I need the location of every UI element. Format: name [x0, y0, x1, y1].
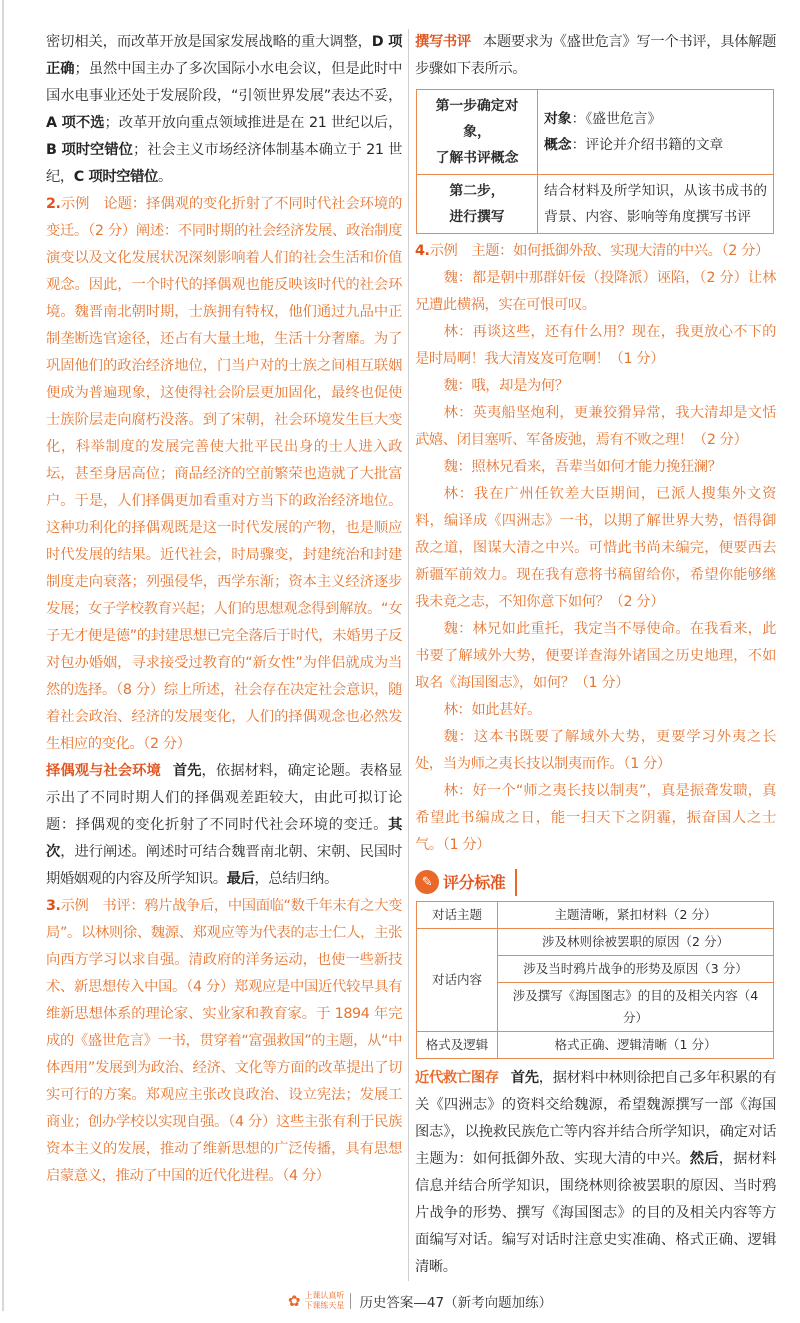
text: ，进行阐述。阐述时可结合魏晋南北朝、宋朝、民国时期婚姻观的内容及所学知识。 [46, 844, 402, 887]
divider [350, 1293, 351, 1309]
table-row [417, 929, 774, 956]
text: ，据材料中林则徐把自己多年积累的有关《四洲志》的资料交给魏源，希望魏源撰写一部《海国图志》，以挽救民族危亡等内容并结合所学知识，确定对话主题为：如何抵御外敌、实现大清的中兴。 [415, 1070, 777, 1167]
page-edge [2, 0, 4, 1311]
answer-text: 论题：择偶观的变化折射了不同时代社会环境的变迁。（2 分）阐述：不同时期的社会经济发展、政治制度演变以及文化发展状况深刻影响着人们的社会生活和价值观念。因此，一个时代的择偶观也能反映该时代的社会环境。魏晋南北朝时期，士族拥有特权，他们通过九品中正制垄断选官途径，还占有大量土地，生活十分奢靡。为了巩固他们的政治经济地位，门当户对的士族之间相互联姻便成为普遍现象，这使得社会阶层更加固化，最终也促使士族阶层走向腐朽没落。到了宋朝，社会环境发生巨大变化，科举制度的发展完善使大批平民出身的士人进入政坛，甚至身居高位；商品经济的空前繁荣也造就了大批富户。于是，人们择偶更加看重对方当下的政治经济地位。这种功利化的择偶观既是这一时代发展的产物，也是顺应时代发展的结果。近代社会，时局骤变，封建统治和封建制度走向衰落；列强侵华，西学东渐；资本主义经济逐步发展；女子学校教育兴起；人们的思想观念得到解放。“女子无才便是德”的封建思想已完全落后于时代，未婚男子反对包办婚姻，寻求接受过教育的“新女性”为伴侣就成为当然的选择。（8 分）综上所述，社会存在决定社会意识，随着社会政治、经济的发展变化，人们的择偶观念也必然发生相应的变化。（2 分） [46, 196, 402, 752]
text: 第二步， [449, 183, 505, 199]
dialog-line: 林：如此甚好。 [443, 702, 541, 718]
mascot-icon: ✿ [287, 1291, 301, 1310]
text: ：《盛世危言》 [571, 111, 662, 127]
option-d-verdict: D 项正确 [46, 34, 402, 77]
answer-2 [46, 191, 402, 758]
dialog-line: 魏：林兄如此重托，我定当不辱使命。在我看来，此书要了解域外大势，便要详查海外诸国之历史地理，不如取名《海国图志》，如何？（1 分） [415, 621, 776, 691]
book-review-steps-table [416, 89, 774, 234]
dialog-line: 魏：哦，却是为何？ [443, 378, 569, 394]
table-row [417, 90, 774, 175]
category-cell: 对话内容 [417, 929, 498, 1032]
answer-4-theme [415, 238, 776, 265]
analysis-heading: 撰写书评 [415, 34, 471, 50]
question-number: 4. [415, 243, 430, 259]
category-cell: 对话主题 [417, 902, 498, 929]
analysis-heading: 择偶观与社会环境 [46, 763, 161, 779]
criterion-cell: 主题清晰，紧扣材料（2 分） [498, 902, 774, 929]
option-b-verdict: B 项时空错位 [46, 142, 133, 158]
dialog-line: 林：英夷船坚炮利，更兼狡猾异常，我大清却是文恬武嬉、闭目塞听、军备废弛，焉有不败之理！（2 分） [415, 405, 776, 448]
option-c-verdict: C 项时空错位 [73, 169, 158, 185]
step-word: 其次 [46, 817, 402, 860]
table-row [417, 175, 774, 234]
category-cell: 格式及逻辑 [417, 1032, 498, 1059]
text: 概念 [544, 137, 572, 153]
text: ，总结归纳。 [254, 871, 338, 887]
table-row [417, 902, 774, 929]
answer-1-explanation [46, 29, 402, 191]
text: ，据材料信息并结合所学知识，围绕林则徐被罢职的原因、当时鸦片战争的形势、撰写《海国图志》的目的及相关内容等方面编写对话。编写对话时注意史实准确、格式正确、逻辑清晰。 [415, 1151, 777, 1275]
answer-text: 书评：鸦片战争后，中国面临“数千年未有之大变局”。以林则徐、魏源、郑观应等为代表的志士仁人，主张向西方学习以求自强。清政府的洋务运动，也使一些新技术、新思想传入中国。（4 分）郑观应是中国近代较早具有维新思想体系的理论家、实业家和教育家。于 1894 年完成的《盛世危言》一书，贯穿着“富强救国”的主题，从“中体西用”发展到为政治、经济、文化等方面的改革提出了切实可行的方案。郑观应主张改良政治、设立宪法；发展工商业；创办学校以实现自强。（4 分）这些主张有利于民族资本主义的发展，推动了维新思想的广泛传播，具有思想启蒙意义，推动了中国的近代化进程。（4 分） [46, 898, 402, 1184]
dialog-line: 魏：照林兄看来，吾辈当如何才能力挽狂澜？ [443, 459, 722, 475]
text: 进行撰写 [449, 209, 505, 225]
text: 。 [157, 169, 172, 185]
criterion-cell: 涉及当时鸦片战争的形势及原因（3 分） [498, 956, 774, 983]
text: 第一步确定对象， [435, 98, 519, 140]
analysis-3 [415, 29, 776, 83]
page-footer [0, 1291, 800, 1311]
step-word: 最后 [226, 871, 255, 887]
analysis-2 [46, 758, 402, 893]
text: ：评论并介绍书籍的文章 [571, 137, 724, 153]
analysis-heading: 近代救亡图存 [415, 1070, 499, 1086]
text: ；虽然中国主办了多次国际小水电会议，但是此时中国水电事业还处于发展阶段，“引领世界发展”表达不妥， [46, 61, 402, 104]
content-cell [538, 90, 774, 175]
table-row [417, 1032, 774, 1059]
example-label: 示例 [60, 196, 90, 212]
rubric-header [415, 869, 776, 895]
publisher-logo [288, 1291, 345, 1311]
step-cell [417, 90, 538, 175]
text: 对象 [544, 111, 572, 127]
step-word: 然后 [689, 1151, 719, 1167]
logo-text: 下课练天星 [304, 1301, 345, 1310]
content-cell: 结合材料及所学知识，从该书成书的背景、内容、影响等角度撰写书评 [538, 175, 774, 234]
page-number-label: 历史答案—47（新考向题加练） [359, 1295, 553, 1311]
analysis-4 [415, 1065, 776, 1281]
answer-4 [415, 238, 776, 859]
text: 了解书评概念 [435, 150, 519, 166]
dialog-line: 魏：这本书既要了解域外大势，更要学习外夷之长处，当为师之夷长技以制夷而作。（1 分） [415, 729, 776, 772]
criterion-cell: 格式正确、逻辑清晰（1 分） [498, 1032, 774, 1059]
text: 本题要求为《盛世危言》写一个书评，具体解题步骤如下表所示。 [415, 34, 776, 77]
criterion-cell: 涉及林则徐被罢职的原因（2 分） [498, 929, 774, 956]
dialog-line: 魏：都是朝中那群奸佞（投降派）诬陷，（2 分）让林兄遭此横祸，实在可恨可叹。 [415, 270, 776, 313]
step-cell [417, 175, 538, 234]
step-word: 首先 [172, 763, 202, 779]
rubric-table [416, 901, 774, 1059]
right-column [408, 29, 776, 1281]
text: ，依据材料，确定论题。表格显示出了不同时期人们的择偶观差距较大，由此可拟订论题：择偶观的变化折射了不同时代社会环境的变迁。 [46, 763, 402, 833]
logo-text: 上课认真听 [304, 1291, 345, 1300]
rubric-title: 评分标准 [443, 869, 517, 896]
answer-3 [46, 893, 402, 1190]
dialog-line: 林：我在广州任钦差大臣期间，已派人搜集外文资料，编译成《四洲志》一书，以期了解世界大势，悟得御敌之道，图谋大清之中兴。可惜此书尚未编完，便要西去新疆军前效力。现在我有意将书稿留给你，希望你能够继我未竟之志，不知你意下如何？（2 分） [415, 486, 776, 610]
example-label: 示例 [429, 243, 458, 259]
left-column [46, 29, 406, 1190]
example-label: 示例 [60, 898, 89, 914]
text: 密切相关，而改革开放是国家发展战略的重大调整， [46, 34, 372, 50]
question-number: 2. [46, 196, 61, 212]
criterion-cell: 涉及撰写《海国图志》的目的及相关内容（4 分） [498, 983, 774, 1032]
option-a-verdict: A 项不选 [46, 115, 105, 131]
text: ；改革开放向重点领域推进是在 21 世纪以后， [104, 115, 402, 131]
dialog-line: 林：再谈这些，还有什么用？现在，我更放心不下的是时局啊！我大清岌岌可危啊！（1 分） [415, 324, 776, 367]
dialog-line: 林：好一个“师之夷长技以制夷”，真是振聋发聩，真希望此书编成之日，能一扫天下之阴霾，振奋国人之士气。（1 分） [415, 783, 776, 853]
pencil-box-icon: ✎ [415, 870, 439, 894]
text: ；社会主义市场经济体制基本确立于 21 世纪， [46, 142, 402, 185]
question-number: 3. [46, 898, 61, 914]
step-word: 首先 [510, 1070, 539, 1086]
theme-text: 主题：如何抵御外敌、实现大清的中兴。（2 分） [471, 243, 769, 259]
